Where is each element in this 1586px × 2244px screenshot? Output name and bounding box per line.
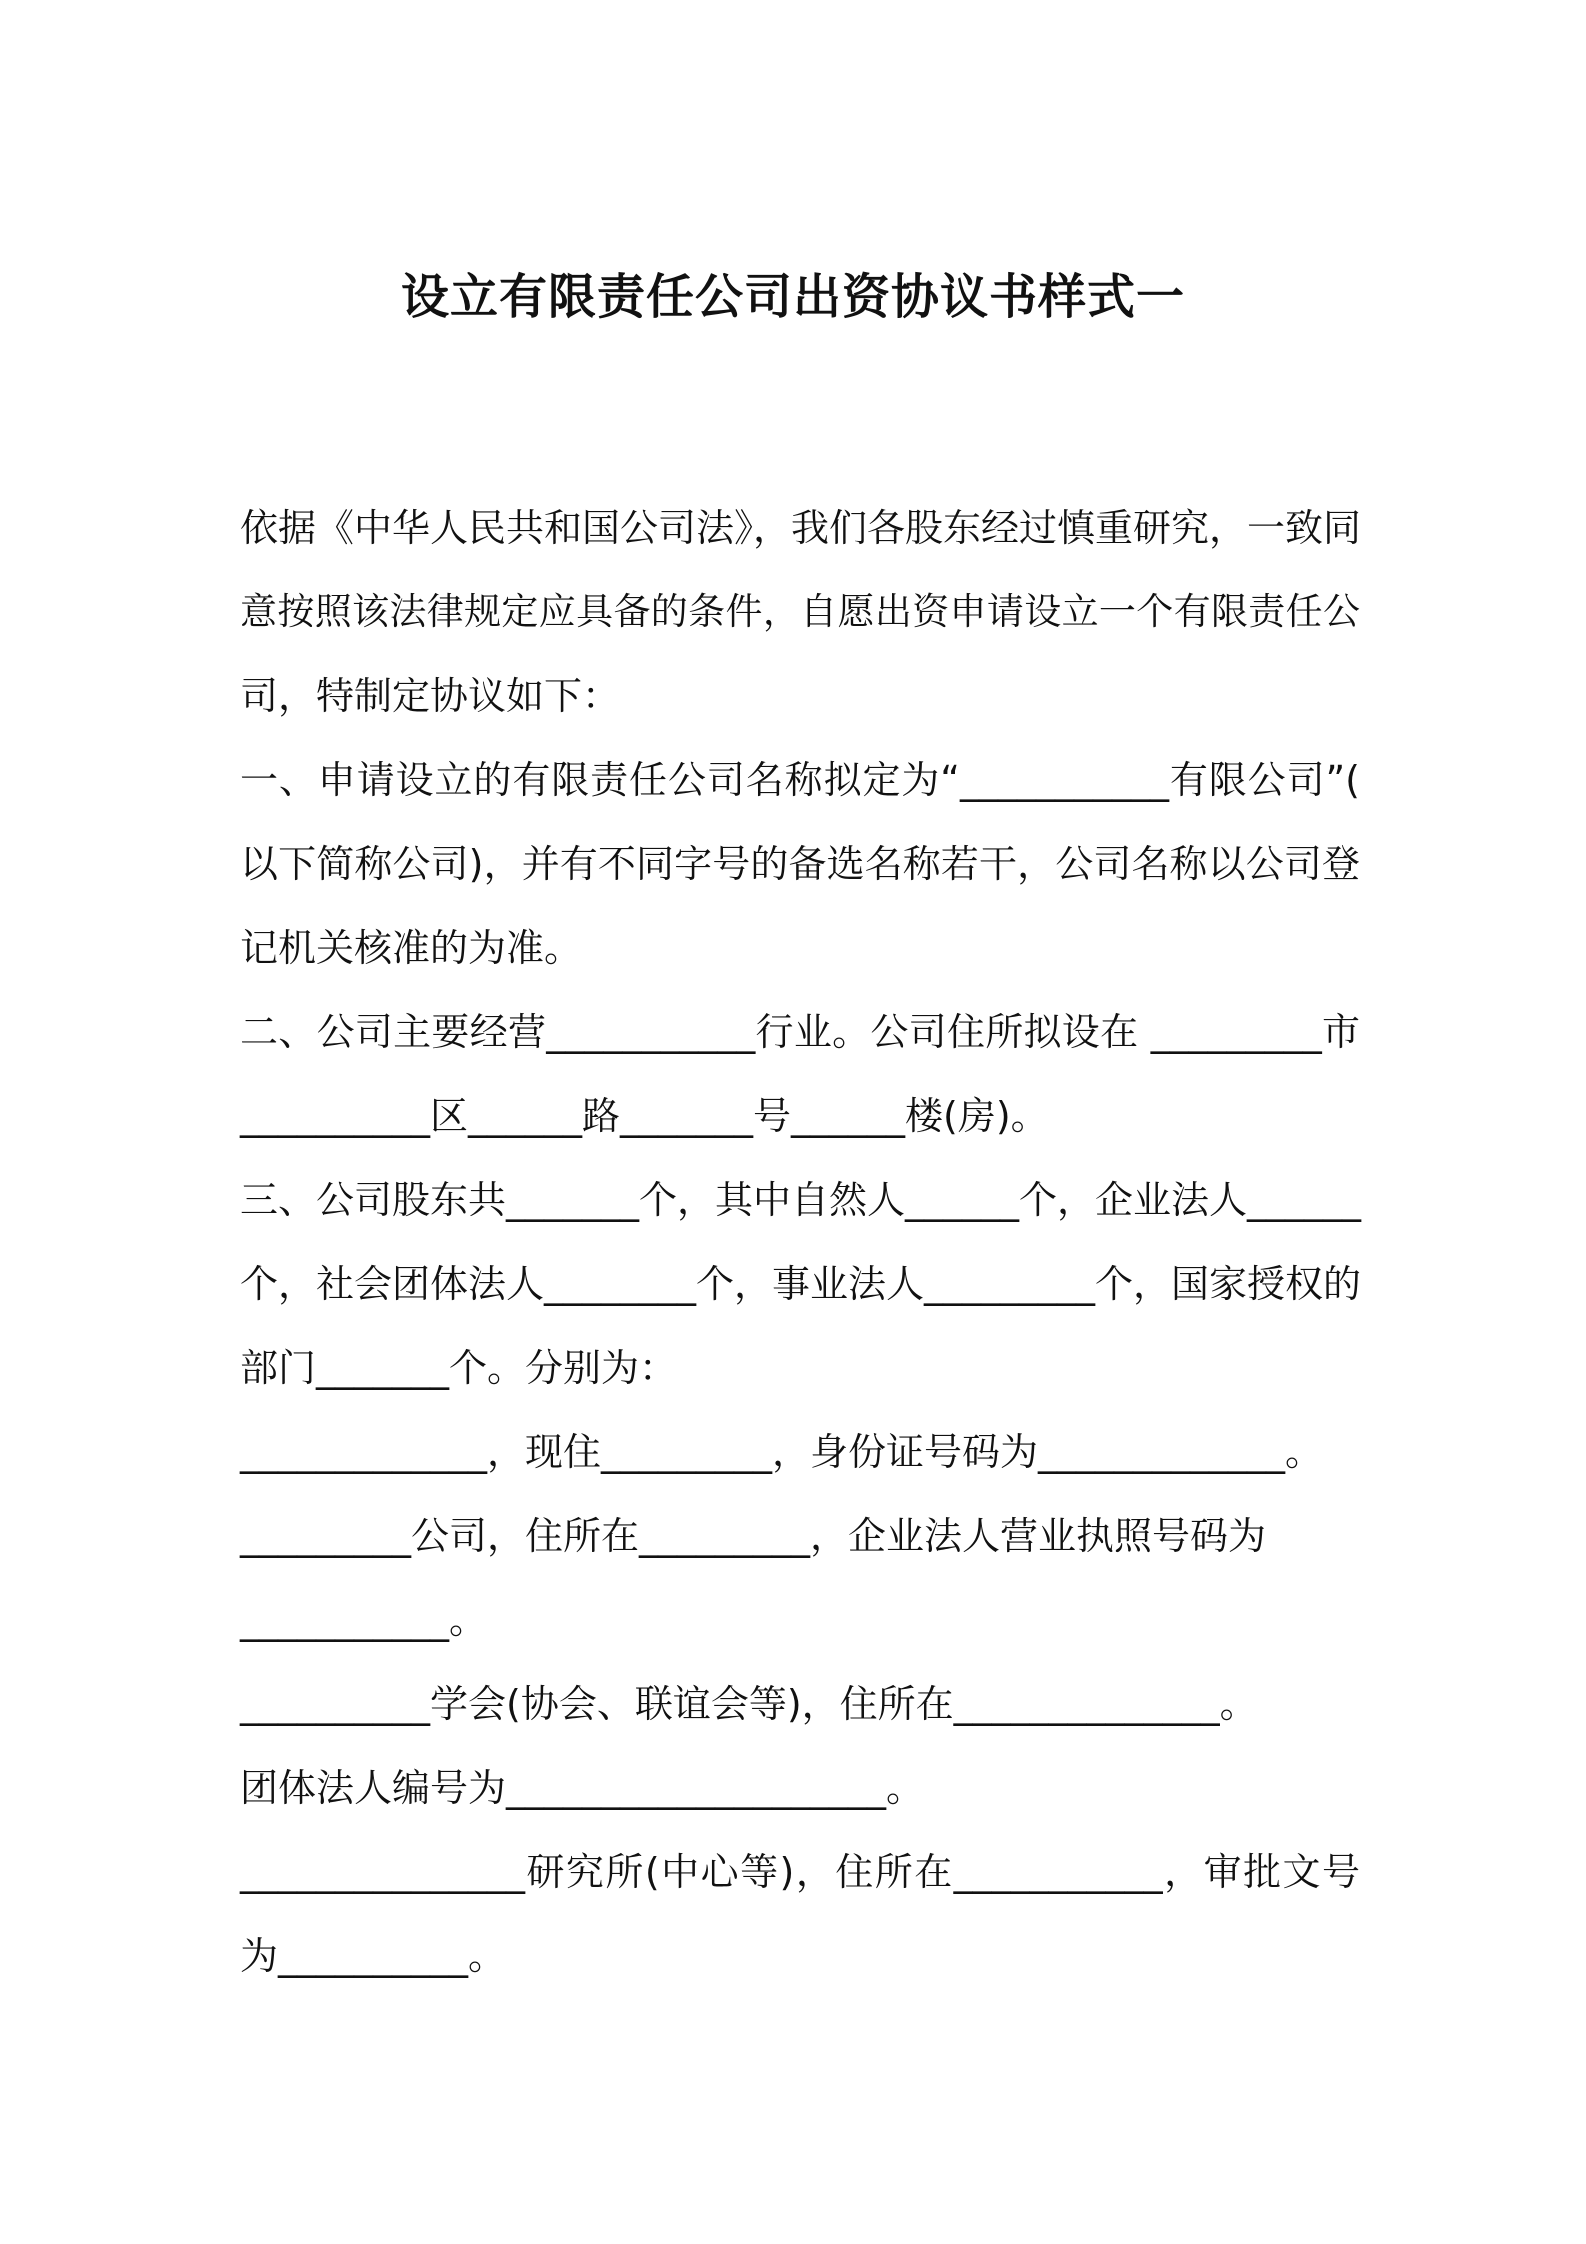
body-line: 个，社会团体法人________个，事业法人_________个，国家授权的 <box>240 1262 1362 1306</box>
body-line: _____________，现住_________，身份证号码为_____________。 <box>240 1430 1324 1474</box>
body-line: 一、申请设立的有限责任公司名称拟定为“___________有限公司”( <box>240 758 1360 802</box>
body-line: _______________研究所(中心等)，住所在___________，审批文号 <box>240 1850 1360 1894</box>
body-line: 意按照该法律规定应具备的条件，自愿出资申请设立一个有限责任公 <box>240 590 1360 633</box>
body-line: 二、公司主要经营___________行业。公司住所拟设在 _________市 <box>240 1010 1360 1054</box>
body-line: _________公司，住所在_________，企业法人营业执照号码为 <box>240 1514 1267 1558</box>
document-title: 设立有限责任公司出资协议书样式一 <box>400 269 1185 325</box>
body-line: 三、公司股东共_______个，其中自然人______个，企业法人______ <box>240 1178 1362 1222</box>
body-line: 团体法人编号为____________________。 <box>240 1766 925 1810</box>
body-line: 部门_______个。分别为： <box>240 1346 678 1390</box>
body-line: 以下简称公司)，并有不同字号的备选名称若干，公司名称以公司登 <box>240 842 1360 886</box>
body-line: 为__________。 <box>240 1934 507 1978</box>
body-line: 司，特制定协议如下： <box>240 674 621 718</box>
body-line: ___________。 <box>240 1598 488 1642</box>
body-line: __________区______路_______号______楼(房)。 <box>240 1094 1049 1138</box>
body-line: 依据《中华人民共和国公司法》，我们各股东经过慎重研究，一致同 <box>240 506 1362 550</box>
body-line: __________学会(协会、联谊会等)，住所在______________。 <box>240 1682 1258 1726</box>
body-line: 记机关核准的为准。 <box>240 926 583 970</box>
